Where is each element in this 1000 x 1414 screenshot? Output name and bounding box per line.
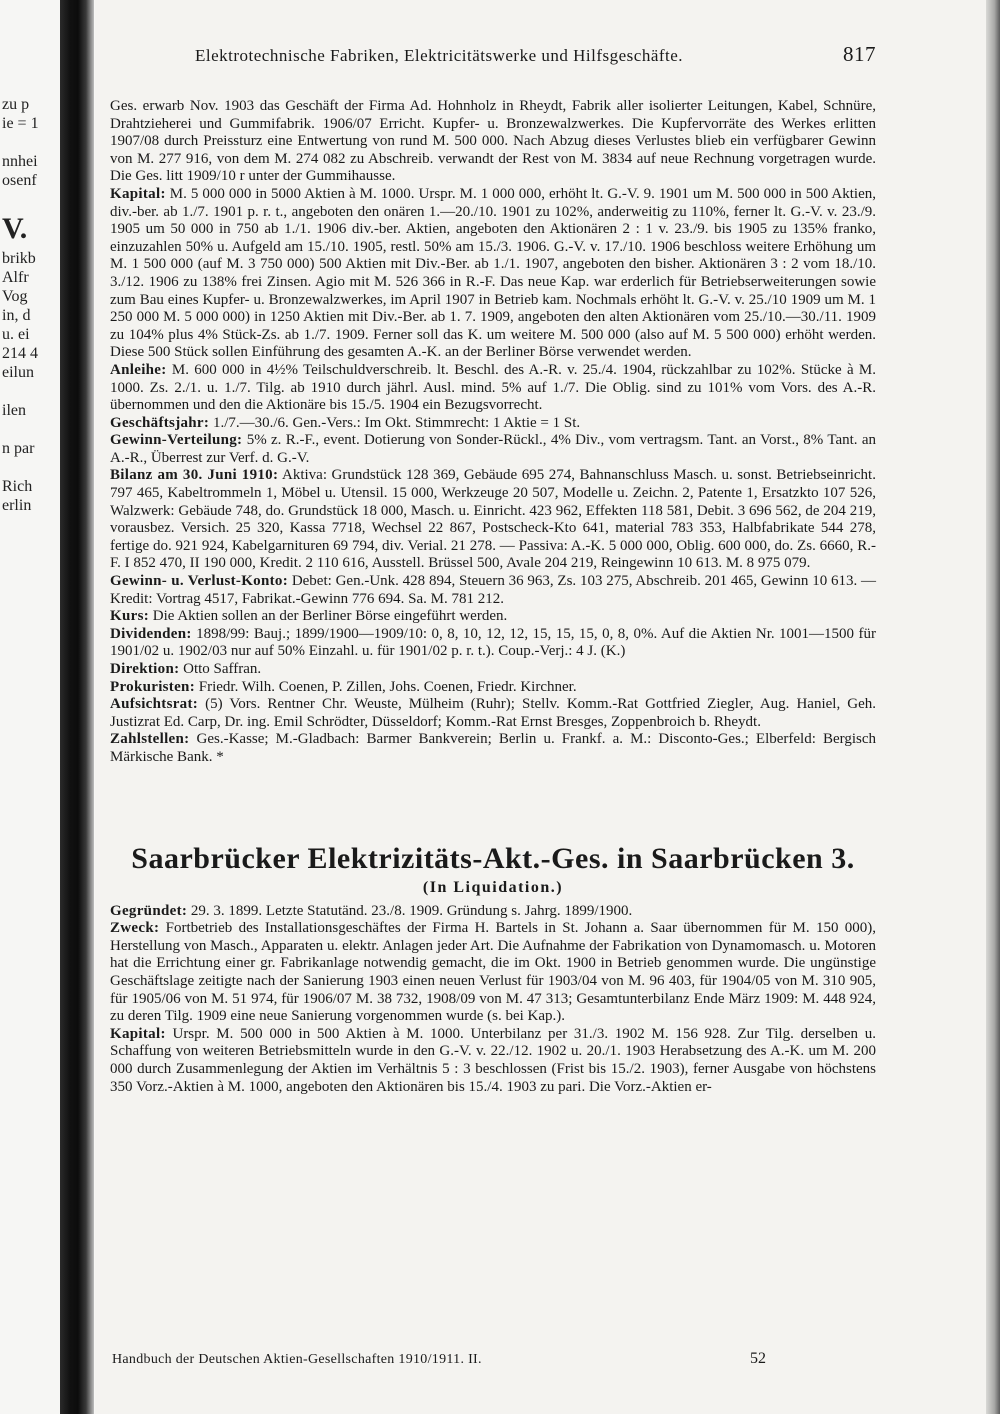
fragment-line: u. ei [2,326,30,343]
fragment-line [2,382,64,401]
paragraph-text: Ges.-Kasse; M.-Gladbach: Barmer Bankverein; Berlin u. Frankf. a. M.: Disconto-Ges.; Elberfeld: Bergisch Märkische Bank. * [110,731,877,765]
paragraph-label: Gewinn- u. Verlust-Konto: [110,573,289,590]
running-head-title: Elektrotechnische Fabriken, Elektricitätswerke und Hilfsgeschäfte. [195,46,684,65]
fragment-line [2,458,64,477]
page-number: 817 [843,42,876,66]
publication-title: Handbuch der Deutschen Aktien-Gesellschaften 1910/1911. II. [112,1352,482,1367]
fragment-line: Alfr [2,269,29,286]
paragraph [110,731,876,766]
paragraph [110,1026,876,1096]
paragraph-label: Gegründet: [110,902,188,919]
paragraph-text: Urspr. M. 500 000 in 500 Aktien à M. 1000. Unterbilanz per 31./3. 1902 M. 156 928. Zur Tilg. derselben u. Schaffung von weiteren Betriebsmitteln wurde in den G.-V. v. 22./12. 1902 u. 20./1. 1903 Herabsetzung des A.-K. um M. 200 000 durch Zusammenlegung der Aktien im Verhältnis 5 : 3 beschlossen (Frist bis 15./2. 1903), ferner Ausgabe von höchstens 350 Vorz.-Aktien à M. 1000, angeboten den Aktionären bis 15./4. 1903 zu pari. Die Vorz.-Aktien er- [110,1025,877,1095]
paragraph-text: Aktiva: Grundstück 128 369, Gebäude 695 274, Bahnanschluss Masch. u. sonst. Betriebseinricht. 797 465, Kabeltrommeln 1, Möbel u. Utensil. 15 000, Werkzeuge 20 507, Modelle u. Zeichn. 2, Patente 1, Ersatzkto 107 526, Walzwerk: Gebäude 748, do. Grundstück 18 000, Masch. u. Einricht. 423 962, Effekten 118 581, Debit. 3 696 562, de 204 219, vorausbez. Versich. 25 320, Kassa 7718, Wechsel 22 867, Postscheck-Kto 641, material 783 353, Halbfabrikate 544 278, fertige do. 921 924, Kabelgarnituren 69 794, div. Verial. 21 278. — Passiva: A.-K. 5 000 000, Oblig. 600 000, do. Zs. 6660, R.-F. I 852 470, II 190 000, Kredit. 2 110 616, Ausstell. Brüssel 500, Avale 204 219, Reingewinn 10 613. M. 8 975 079. [110,467,876,572]
paragraph-text: 1898/99: Bauj.; 1899/1900—1909/10: 0, 8, 10, 12, 12, 15, 15, 15, 0, 8, 0%. Auf die Aktien Nr. 1001—1500 für 1901/02 u. 1902/03 nur auf 50% Einzahl. u. für 1901/02 p. r. t.). Coup.-Verj.: 4 J. (K.) [110,625,876,660]
fragment-line: zu p [2,96,30,113]
fragment-line: Rich [2,478,33,495]
paragraph-label: Bilanz am 30. Juni 1910: [110,467,279,484]
paragraph-label: Anleihe: [110,361,167,378]
paragraph-label: Kapital: [110,1025,166,1042]
paragraph [110,608,876,626]
fragment-line: 214 4 [2,345,38,362]
paragraph-text: 1./7.—30./6. Gen.-Vers.: Im Okt. Stimmrecht: 1 Aktie = 1 St. [212,414,581,431]
paragraph-text: 29. 3. 1899. Letzte Statutänd. 23./8. 1909. Gründung s. Jahrg. 1899/1900. [190,902,633,919]
paragraph-text: Friedr. Wilh. Coenen, P. Zillen, Johs. Coenen, Friedr. Kirchner. [198,678,577,695]
paragraph [110,903,876,921]
paragraph-text: Fortbetrieb des Installationsgeschäftes der Firma H. Bartels in St. Johann a. Saar übernommen für M. 150 000), Herstellung von Masch., Apparaten u. elektr. Anlagen jeder Art. Die Aufnahme der Fabrikation von Dynamomasch. u. Motoren hat die Errichtung einer gr. Fabrikanlage notwendig gemacht, die im Okt. 1900 in Betrieb genommen wurde. Die ungünstige Geschäftslage zeitigte nach der Sanierung 1903 einen neuen Verlust für 1903/04 von M. 96 403, für 1904/05 von M. 310 905, für 1905/06 von M. 51 974, für 1906/07 M. 38 732, 1908/09 von M. 47 313; Gesamtunterbilanz Ende März 1909: M. 448 924, zu deren Tilg. 1909 eine neue Sanierung vorgenommen wurde (s. bei Kap.). [110,920,876,1025]
paragraph-text: Die Aktien sollen an der Berliner Börse eingeführt werden. [152,608,508,625]
fragment-line: nnhei [2,153,38,170]
adjacent-page-text [2,95,64,515]
paragraph [110,920,876,1026]
book-gutter-shadow [60,0,94,1414]
fragment-line: eilun [2,364,34,381]
paragraph-label: Kapital: [110,185,166,202]
paragraph-text: Otto Saffran. [183,661,262,677]
fragment-line [2,420,64,439]
paragraph [110,415,876,433]
paragraph [110,661,876,679]
paragraph-label: Geschäftsjahr: [110,414,210,431]
fragment-line: n par [2,440,35,457]
paragraph-label: Zahlstellen: [110,731,190,748]
fragment-line: osenf [2,172,37,189]
fragment-line: V. [2,212,28,245]
paragraph-label: Prokuristen: [110,678,195,695]
paragraph [110,432,876,467]
paragraph [110,679,876,697]
section-title: Saarbrücker Elektrizitäts-Akt.-Ges. in Saarbrücken 3. [131,841,855,875]
paragraph [110,98,876,186]
paragraph-text: M. 600 000 in 4½% Teilschuldverschreib. lt. Beschl. des A.-R. v. 25./4. 1904, rückzahlbar zu 102%. Stücke à M. 1000. Zs. 2./1. u. 1./7. Tilg. ab 1910 durch jährl. Ausl. mind. 5% auf 1./7. Die Oblig. sind zu 101% vom Vors. des A.-R. übernommen und den die Aktionäre bis 15./5. 1904 ein Bezugsvorrecht. [110,361,876,414]
fragment-line: Vog [2,288,28,305]
fragment-line: ie = 1 [2,115,39,132]
paragraph-text: 5% z. R.-F., event. Dotierung von Sonder-Rückl., 4% Div., vom vertragsm. Tant. an Vorst., 8% Tant. an A.-R., Überrest zur Verf. d. G.-V. [110,432,877,466]
fragment-line: erlin [2,497,32,514]
paragraph-label: Kurs: [110,608,149,625]
paragraph-label: Dividenden: [110,625,192,642]
paragraph-label: Aufsichtsrat: [110,696,199,713]
paragraph [110,362,876,415]
paragraph-text: Debet: Gen.-Unk. 428 894, Steuern 36 963, Zs. 103 275, Abschreib. 201 465, Gewinn 10 613. — Kredit: Vortrag 4517, Fabrikat.-Gewinn 776 694. Sa. M. 781 212. [110,573,877,607]
paragraph [110,467,876,573]
paragraph [110,573,876,608]
paragraph-label: Zweck: [110,920,160,937]
signature-mark: 52 [750,1350,766,1367]
section-entry-body [110,903,876,1097]
fragment-line: ilen [2,402,26,419]
paragraph [110,626,876,661]
running-head [110,40,876,70]
fragment-line [2,133,64,152]
paragraph-label: Direktion: [110,661,180,677]
company-entry-body [110,98,876,767]
fragment-line [2,190,64,209]
adjacent-page-fragment [0,0,95,1414]
fragment-line: in, d [2,307,31,324]
document-page [110,40,876,1096]
paragraph [110,696,876,731]
paragraph [110,186,876,362]
fragment-line: brikb [2,250,36,267]
paragraph-text: (5) Vors. Rentner Chr. Weuste, Mülheim (Ruhr); Stellv. Komm.-Rat Gottfried Ziegler, Aug. Haniel, Geh. Justizrat Ed. Carp, Dr. ing. Emil Schrödter, Düsseldorf; Komm.-Rat Ernst Bresges, Zoppenbroich b. Rheydt. [110,696,876,730]
paragraph-text: Ges. erwarb Nov. 1903 das Geschäft der Firma Ad. Hohnholz in Rheydt, Fabrik aller isolierter Leitungen, Kabel, Schnüre, Drahtzieherei und Gummifabrik. 1906/07 Erricht. Kupfer- u. Bronzewalzwerkes. Die Kupfervorräte des Werkes erlitten 1907/08 durch Preissturz eine Entwertung von rund M. 500 000. Nach Abzug dieses Verlustes blieb ein verfügbarer Gewinn von M. 277 916, von dem M. 274 082 zu Abschreib. verwandt der Rest von M. 3834 auf neue Rechnung vorgetragen wurde. Die Ges. litt 1909/10 r unter der Gummihausse. [110,98,876,185]
section-subtitle: (In Liquidation.) [422,878,564,896]
paragraph-label: Gewinn-Verteilung: [110,432,243,449]
paragraph-text: M. 5 000 000 in 5000 Aktien à M. 1000. Urspr. M. 1 000 000, erhöht lt. G.-V. 9. 1901 um M. 500 000 in 500 Aktien, div.-ber. ab 1./7. 1901 p. r. t., angeboten den onären 1.—20./10. 1901 zu 102%, anderweitig zu 110%, ferner lt. G.-V. v. 23./9. 1905 um 50 000 in 750 ab 1./1. 1906 div.-ber. Aktien, angeboten den Aktionären 2 : 1 v. 23./9. bis 1905 zu 135% franko, einzuzahlen 50% u. Aufgeld am 15./10. 1905, restl. 50% am 15./3. 1906. G.-V. v. 17./10. 1906 beschloss weitere Erhöhung um M. 1 500 000 (auf M. 3 750 000) 500 Aktien mit Div.-Ber. ab 1./1. 1907, angeboten den bisher. Aktionären 3 : 2 vom 18./10. 3./12. 1906 zu 138% frei Zinsen. Agio mit M. 526 366 in R.-F. Das neue Kap. war erderlich für Betriebserweiterungen sowie zum Bau eines Kupfer- u. Bronzewalzwerkes, im April 1907 in Betrieb kam. Nochmals erhöht lt. G.-V. v. 25./10 1909 um M. 1 250 000 M. 5 000 000) in 1250 Aktien mit Div.-Ber. ab 1. 7. 1909, angeboten den alten Aktionären vom 25./10.—30./11. 1909 zu 104% plus 4% Stück-Zs. ab 1./7. 1909. Ferner soll das K. um weitere M. 500 000 (also auf M. 5 500 000) erhöht werden. Diese 500 Stück sollen Einführung des gesamten A.-K. an der Berliner Börse verwendet werden. [110,185,876,361]
page-edge-shadow [986,0,1000,1414]
